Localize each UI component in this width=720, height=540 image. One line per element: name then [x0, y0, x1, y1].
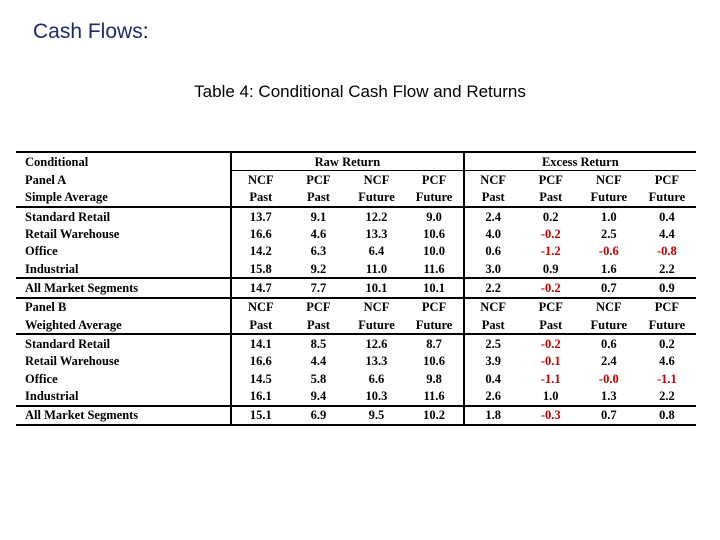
- table-cell: -1.1: [540, 371, 561, 386]
- table-cell: 0.2: [542, 209, 559, 224]
- row-label: Office: [16, 370, 231, 387]
- panel-name: Panel B: [16, 298, 231, 316]
- total-cell: 0.7: [580, 278, 638, 297]
- column-header-top: PCF: [289, 298, 347, 316]
- table-cell: 2.2: [659, 261, 675, 276]
- column-header-top: NCF: [480, 173, 506, 188]
- group-header-row: [16, 152, 696, 171]
- table-cell: -1.2: [540, 244, 561, 259]
- column-header-bottom: Past: [522, 316, 580, 334]
- table-cell: 4.6: [310, 226, 327, 241]
- column-header-bottom: Past: [464, 189, 522, 207]
- column-header-top: PCF: [522, 298, 580, 316]
- total-cell: 6.9: [289, 406, 347, 426]
- header-conditional: Conditional: [16, 152, 231, 171]
- conditional-cash-flow-table: [16, 151, 696, 426]
- column-header-bottom: Future: [638, 316, 696, 334]
- table-row: [16, 353, 696, 370]
- table-cell: 6.6: [368, 371, 385, 386]
- table-cell: 4.4: [310, 354, 327, 369]
- total-cell: 0.8: [638, 406, 696, 426]
- total-cell: -0.3: [522, 406, 580, 426]
- column-header-bottom: Past: [231, 316, 289, 334]
- table-cell: 14.1: [249, 336, 272, 351]
- column-header-top: NCF: [363, 173, 390, 188]
- table-cell: 2.4: [485, 209, 501, 224]
- total-label: All Market Segments: [16, 278, 231, 297]
- column-header-top: PCF: [538, 173, 563, 188]
- column-header-top: NCF: [580, 298, 638, 316]
- column-header-top: PCF: [638, 298, 696, 316]
- table-cell: -1.1: [657, 371, 677, 386]
- table-cell: 4.0: [485, 226, 501, 241]
- table-cell: 6.4: [368, 244, 385, 259]
- table-cell: 13.7: [249, 209, 272, 224]
- column-header-top: NCF: [347, 298, 405, 316]
- column-header-bottom: Future: [638, 189, 696, 207]
- panel-subheader-row: [16, 316, 696, 334]
- table-cell: 2.5: [485, 336, 501, 351]
- table-cell: 4.4: [659, 226, 675, 241]
- group-excess-return: Excess Return: [464, 152, 696, 171]
- table-cell: 1.6: [600, 261, 617, 276]
- table-row: [16, 387, 696, 405]
- column-header-bottom: Past: [289, 189, 347, 207]
- total-cell: 1.8: [464, 406, 522, 426]
- table-cell: 2.4: [600, 354, 617, 369]
- table-cell: 8.5: [310, 336, 327, 351]
- table-cell: -0.1: [540, 354, 561, 369]
- table-cell: 13.3: [365, 354, 388, 369]
- table-row: [16, 334, 696, 352]
- table-cell: 10.6: [406, 353, 464, 370]
- row-label: Industrial: [16, 387, 231, 405]
- table-cell: 8.7: [406, 334, 464, 352]
- table-cell: 3.0: [485, 261, 501, 276]
- row-label: Retail Warehouse: [16, 353, 231, 370]
- table-cell: 9.4: [310, 388, 327, 403]
- table-cell: -0.2: [540, 226, 561, 241]
- table-cell: 14.2: [249, 244, 272, 259]
- table-caption: Table 4: Conditional Cash Flow and Returns: [194, 82, 526, 101]
- table-cell: -0.0: [598, 371, 619, 386]
- column-header-top: PCF: [406, 171, 464, 189]
- column-header-top: NCF: [464, 298, 522, 316]
- total-row: [16, 278, 696, 297]
- table-cell: 16.6: [249, 354, 272, 369]
- table-row: [16, 243, 696, 260]
- table-cell: 12.2: [365, 209, 388, 224]
- table-row: [16, 207, 696, 225]
- column-header-bottom: Past: [464, 316, 522, 334]
- table-cell: 2.5: [600, 226, 617, 241]
- table-cell: 5.8: [310, 371, 327, 386]
- column-header-bottom: Future: [406, 189, 464, 207]
- total-cell: 0.9: [638, 278, 696, 297]
- row-label: Industrial: [16, 260, 231, 278]
- table-cell: 9.2: [310, 261, 327, 276]
- total-label: All Market Segments: [16, 406, 231, 426]
- table-cell: 9.8: [406, 370, 464, 387]
- column-header-bottom: Future: [347, 316, 405, 334]
- total-cell: -0.2: [522, 278, 580, 297]
- table-cell: 6.3: [310, 244, 327, 259]
- table-container: [16, 151, 696, 426]
- table-cell: 1.0: [542, 388, 559, 403]
- table-cell: 2.6: [485, 388, 501, 403]
- column-header-top: PCF: [306, 173, 331, 188]
- table-cell: 9.1: [310, 209, 327, 224]
- table-cell: 3.9: [485, 354, 501, 369]
- row-label: Standard Retail: [16, 334, 231, 352]
- panel-name: Panel A: [16, 171, 231, 189]
- column-header-top: NCF: [247, 173, 274, 188]
- table-row: [16, 370, 696, 387]
- table-cell: 0.6: [485, 244, 501, 259]
- panel-header-row: [16, 298, 696, 316]
- column-header-bottom: Future: [580, 316, 638, 334]
- table-cell: 2.2: [659, 388, 675, 403]
- table-cell: 0.2: [659, 336, 675, 351]
- panel-header-row: [16, 171, 696, 189]
- table-cell: 16.1: [249, 388, 272, 403]
- table-cell: 10.0: [406, 243, 464, 260]
- row-label: Standard Retail: [16, 207, 231, 225]
- table-row: [16, 225, 696, 242]
- table-row: [16, 260, 696, 278]
- total-cell: 10.1: [347, 278, 405, 297]
- table-cell: 11.6: [406, 260, 464, 278]
- total-cell: 2.2: [464, 278, 522, 297]
- total-cell: 0.7: [580, 406, 638, 426]
- slide-title-colon: :: [142, 20, 149, 43]
- total-cell: 15.1: [231, 406, 289, 426]
- table-cell: -0.2: [540, 336, 561, 351]
- column-header-top: PCF: [406, 298, 464, 316]
- total-cell: 14.7: [231, 278, 289, 297]
- table-cell: 15.8: [249, 261, 272, 276]
- table-cell: -0.8: [657, 244, 677, 259]
- table-cell: 10.3: [365, 388, 388, 403]
- panel-subtitle: Weighted Average: [16, 316, 231, 334]
- table-cell: 10.6: [406, 225, 464, 242]
- table-cell: 16.6: [249, 226, 272, 241]
- row-label: Office: [16, 243, 231, 260]
- slide-title-text: Cash Flows: [33, 20, 143, 43]
- column-header-top: NCF: [595, 173, 622, 188]
- panel-subheader-row: [16, 189, 696, 207]
- table-body: [16, 152, 696, 425]
- table-cell: 11.6: [406, 387, 464, 405]
- table-cell: 0.9: [542, 261, 559, 276]
- table-cell: 9.0: [406, 207, 464, 225]
- column-header-bottom: Future: [580, 189, 638, 207]
- total-cell: 10.1: [406, 278, 464, 297]
- table-cell: 13.3: [365, 226, 388, 241]
- table-cell: 0.4: [485, 371, 501, 386]
- column-header-top: NCF: [231, 298, 289, 316]
- table-cell: 0.4: [659, 209, 675, 224]
- table-cell: 1.0: [600, 209, 617, 224]
- panel-subtitle: Simple Average: [16, 189, 231, 207]
- table-cell: 14.5: [249, 371, 272, 386]
- table-cell: 1.3: [600, 388, 617, 403]
- row-label: Retail Warehouse: [16, 225, 231, 242]
- total-cell: 9.5: [347, 406, 405, 426]
- total-row: [16, 406, 696, 426]
- table-cell: -0.6: [598, 244, 619, 259]
- table-cell: 4.6: [659, 354, 675, 369]
- table-cell: 0.6: [600, 336, 617, 351]
- column-header-bottom: Past: [289, 316, 347, 334]
- total-cell: 7.7: [289, 278, 347, 297]
- column-header-bottom: Past: [522, 189, 580, 207]
- table-cell: 11.0: [365, 261, 388, 276]
- column-header-bottom: Future: [347, 189, 405, 207]
- group-raw-return: Raw Return: [231, 152, 463, 171]
- slide-title: [33, 20, 149, 44]
- total-cell: 10.2: [406, 406, 464, 426]
- column-header-bottom: Past: [231, 189, 289, 207]
- column-header-bottom: Future: [406, 316, 464, 334]
- column-header-top: PCF: [654, 173, 680, 188]
- table-cell: 12.6: [365, 336, 388, 351]
